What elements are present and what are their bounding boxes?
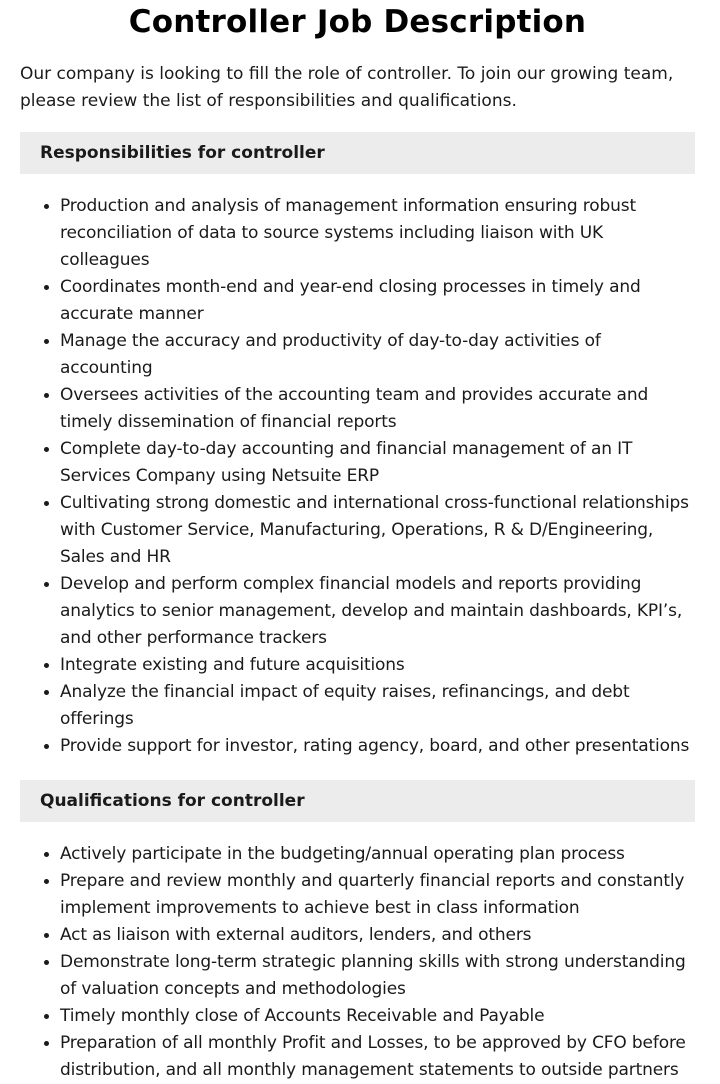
intro-paragraph: Our company is looking to fill the role of controller. To join our growing team, please review the list of responsibilities and qualifications. — [20, 64, 674, 111]
list-item: • Analyze the financial impact of equity raises, refinancings, and debt offerings — [60, 679, 695, 733]
list-item: • Oversees activities of the accounting team and provides accurate and timely dissemination of financial reports — [60, 382, 695, 436]
page-title: Controller Job Description — [128, 4, 587, 40]
list-item: • Coordinates month-end and year-end closing processes in timely and accurate manner — [60, 274, 695, 328]
list-item: • Production and analysis of management information ensuring robust reconciliation of data to source systems including liaison with UK colleagues — [60, 193, 695, 274]
qualifications-heading: Qualifications for controller — [20, 780, 695, 822]
list-item: • Act as liaison with external auditors, lenders, and others — [60, 922, 695, 949]
list-item: • Integrate existing and future acquisitions — [60, 652, 695, 679]
list-item: • Prepare and review monthly and quarterly financial reports and constantly implement improvements to achieve best in class information — [60, 868, 695, 922]
qualifications-list — [20, 822, 695, 1084]
list-item: • Develop and perform complex financial models and reports providing analytics to senior management, develop and maintain dashboards, KPI’s, and other performance trackers — [60, 571, 695, 652]
list-item: • Preparation of all monthly Profit and Losses, to be approved by CFO before distribution, and all monthly management statements to outside partners — [60, 1030, 695, 1084]
list-item: • Demonstrate long-term strategic planning skills with strong understanding of valuation concepts and methodologies — [60, 949, 695, 1003]
list-item: • Complete day-to-day accounting and financial management of an IT Services Company using Netsuite ERP — [60, 436, 695, 490]
responsibilities-heading: Responsibilities for controller — [20, 132, 695, 174]
list-item: • Manage the accuracy and productivity of day-to-day activities of accounting — [60, 328, 695, 382]
responsibilities-list — [20, 174, 695, 760]
list-item: • Provide support for investor, rating agency, board, and other presentations — [60, 733, 695, 760]
list-item: • Timely monthly close of Accounts Receivable and Payable — [60, 1003, 695, 1030]
list-item: • Actively participate in the budgeting/annual operating plan process — [60, 841, 695, 868]
list-item: • Cultivating strong domestic and international cross-functional relationships with Customer Service, Manufacturing, Operations, R & D/Engineering, Sales and HR — [60, 490, 695, 571]
